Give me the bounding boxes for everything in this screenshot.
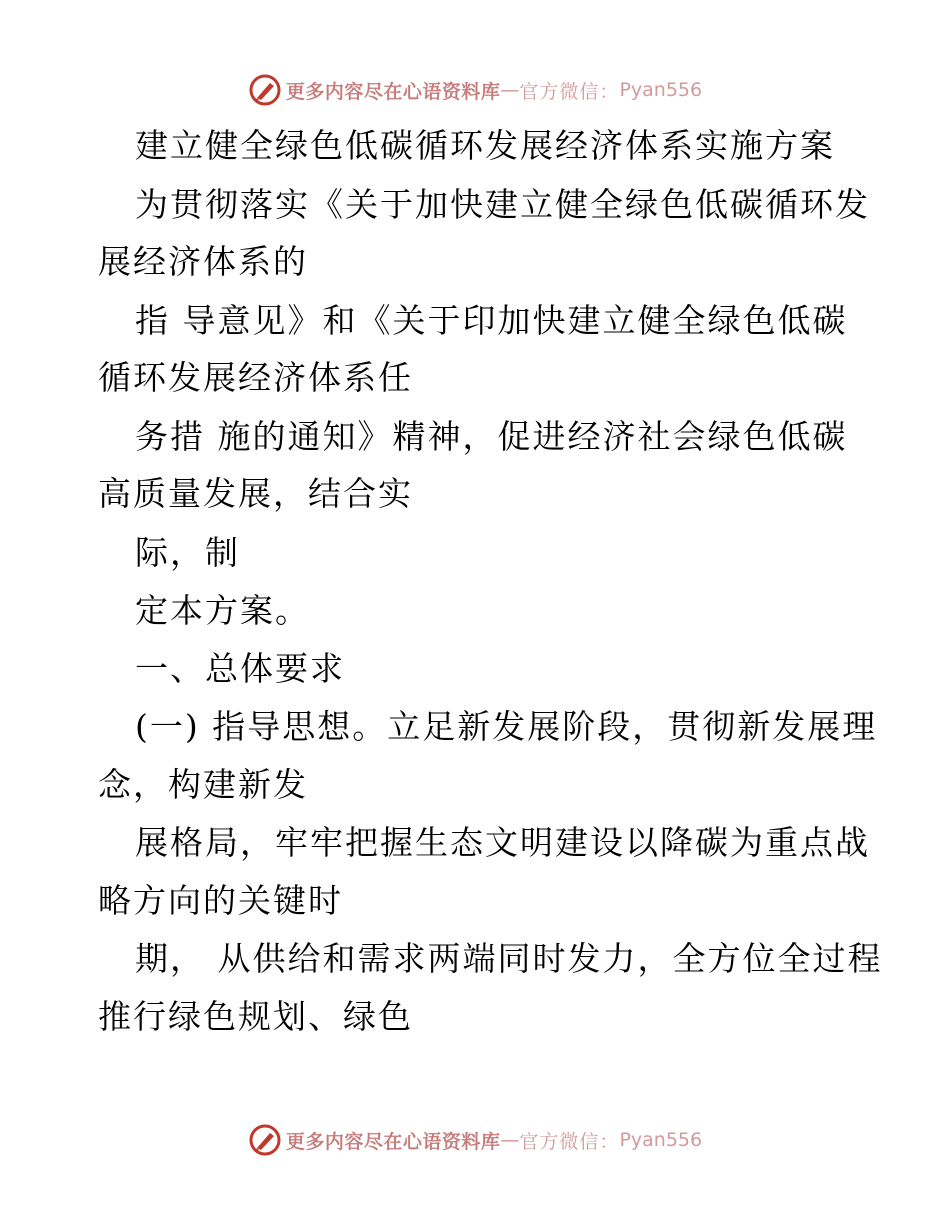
watermark-wechat-id: Pyan556 xyxy=(619,1129,703,1151)
paragraph-line: 循环发展经济体系任 xyxy=(98,358,413,397)
paragraph-line: 略方向的关键时 xyxy=(98,881,343,920)
paragraph-line: 指 导意见》和《关于印加快建立健全绿色低碳 xyxy=(135,301,848,340)
paragraph-line: 定本方案。 xyxy=(135,591,310,630)
watermark-wechat-label: 官方微信： xyxy=(519,80,620,103)
pen-logo-icon xyxy=(248,1123,282,1157)
section-heading: 一、总体要求 xyxy=(135,649,345,688)
watermark-separator: — xyxy=(500,1129,520,1151)
paragraph-line: 为贯彻落实《关于加快建立健全绿色低碳循环发 xyxy=(135,185,870,224)
paragraph-line: 展格局，牢牢把握生态文明建设以降碳为重点战 xyxy=(135,823,870,862)
paragraph-line: 推行绿色规划、绿色 xyxy=(98,997,413,1036)
footer-watermark xyxy=(0,1123,950,1157)
paragraph-line: (一) 指导思想。立足新发展阶段，贯彻新发展理 xyxy=(135,707,878,746)
watermark-text: 更多内容尽在心语资料库 xyxy=(285,1130,501,1153)
document-title: 建立健全绿色低碳循环发展经济体系实施方案 xyxy=(135,126,835,165)
paragraph-line: 高质量发展，结合实 xyxy=(98,474,413,513)
paragraph-line: 务措 施的通知》精神，促进经济社会绿色低碳 xyxy=(135,417,848,456)
paragraph-line: 期， 从供给和需求两端同时发力，全方位全过程 xyxy=(135,939,883,978)
paragraph-line: 际，制 xyxy=(135,533,240,572)
watermark-wechat-label: 官方微信： xyxy=(519,1130,620,1153)
paragraph-line: 念，构建新发 xyxy=(98,765,308,804)
watermark-wechat-id: Pyan556 xyxy=(619,79,703,101)
watermark-text: 更多内容尽在心语资料库 xyxy=(285,80,501,103)
paragraph-line: 展经济体系的 xyxy=(98,242,308,281)
watermark-separator: — xyxy=(500,79,520,101)
